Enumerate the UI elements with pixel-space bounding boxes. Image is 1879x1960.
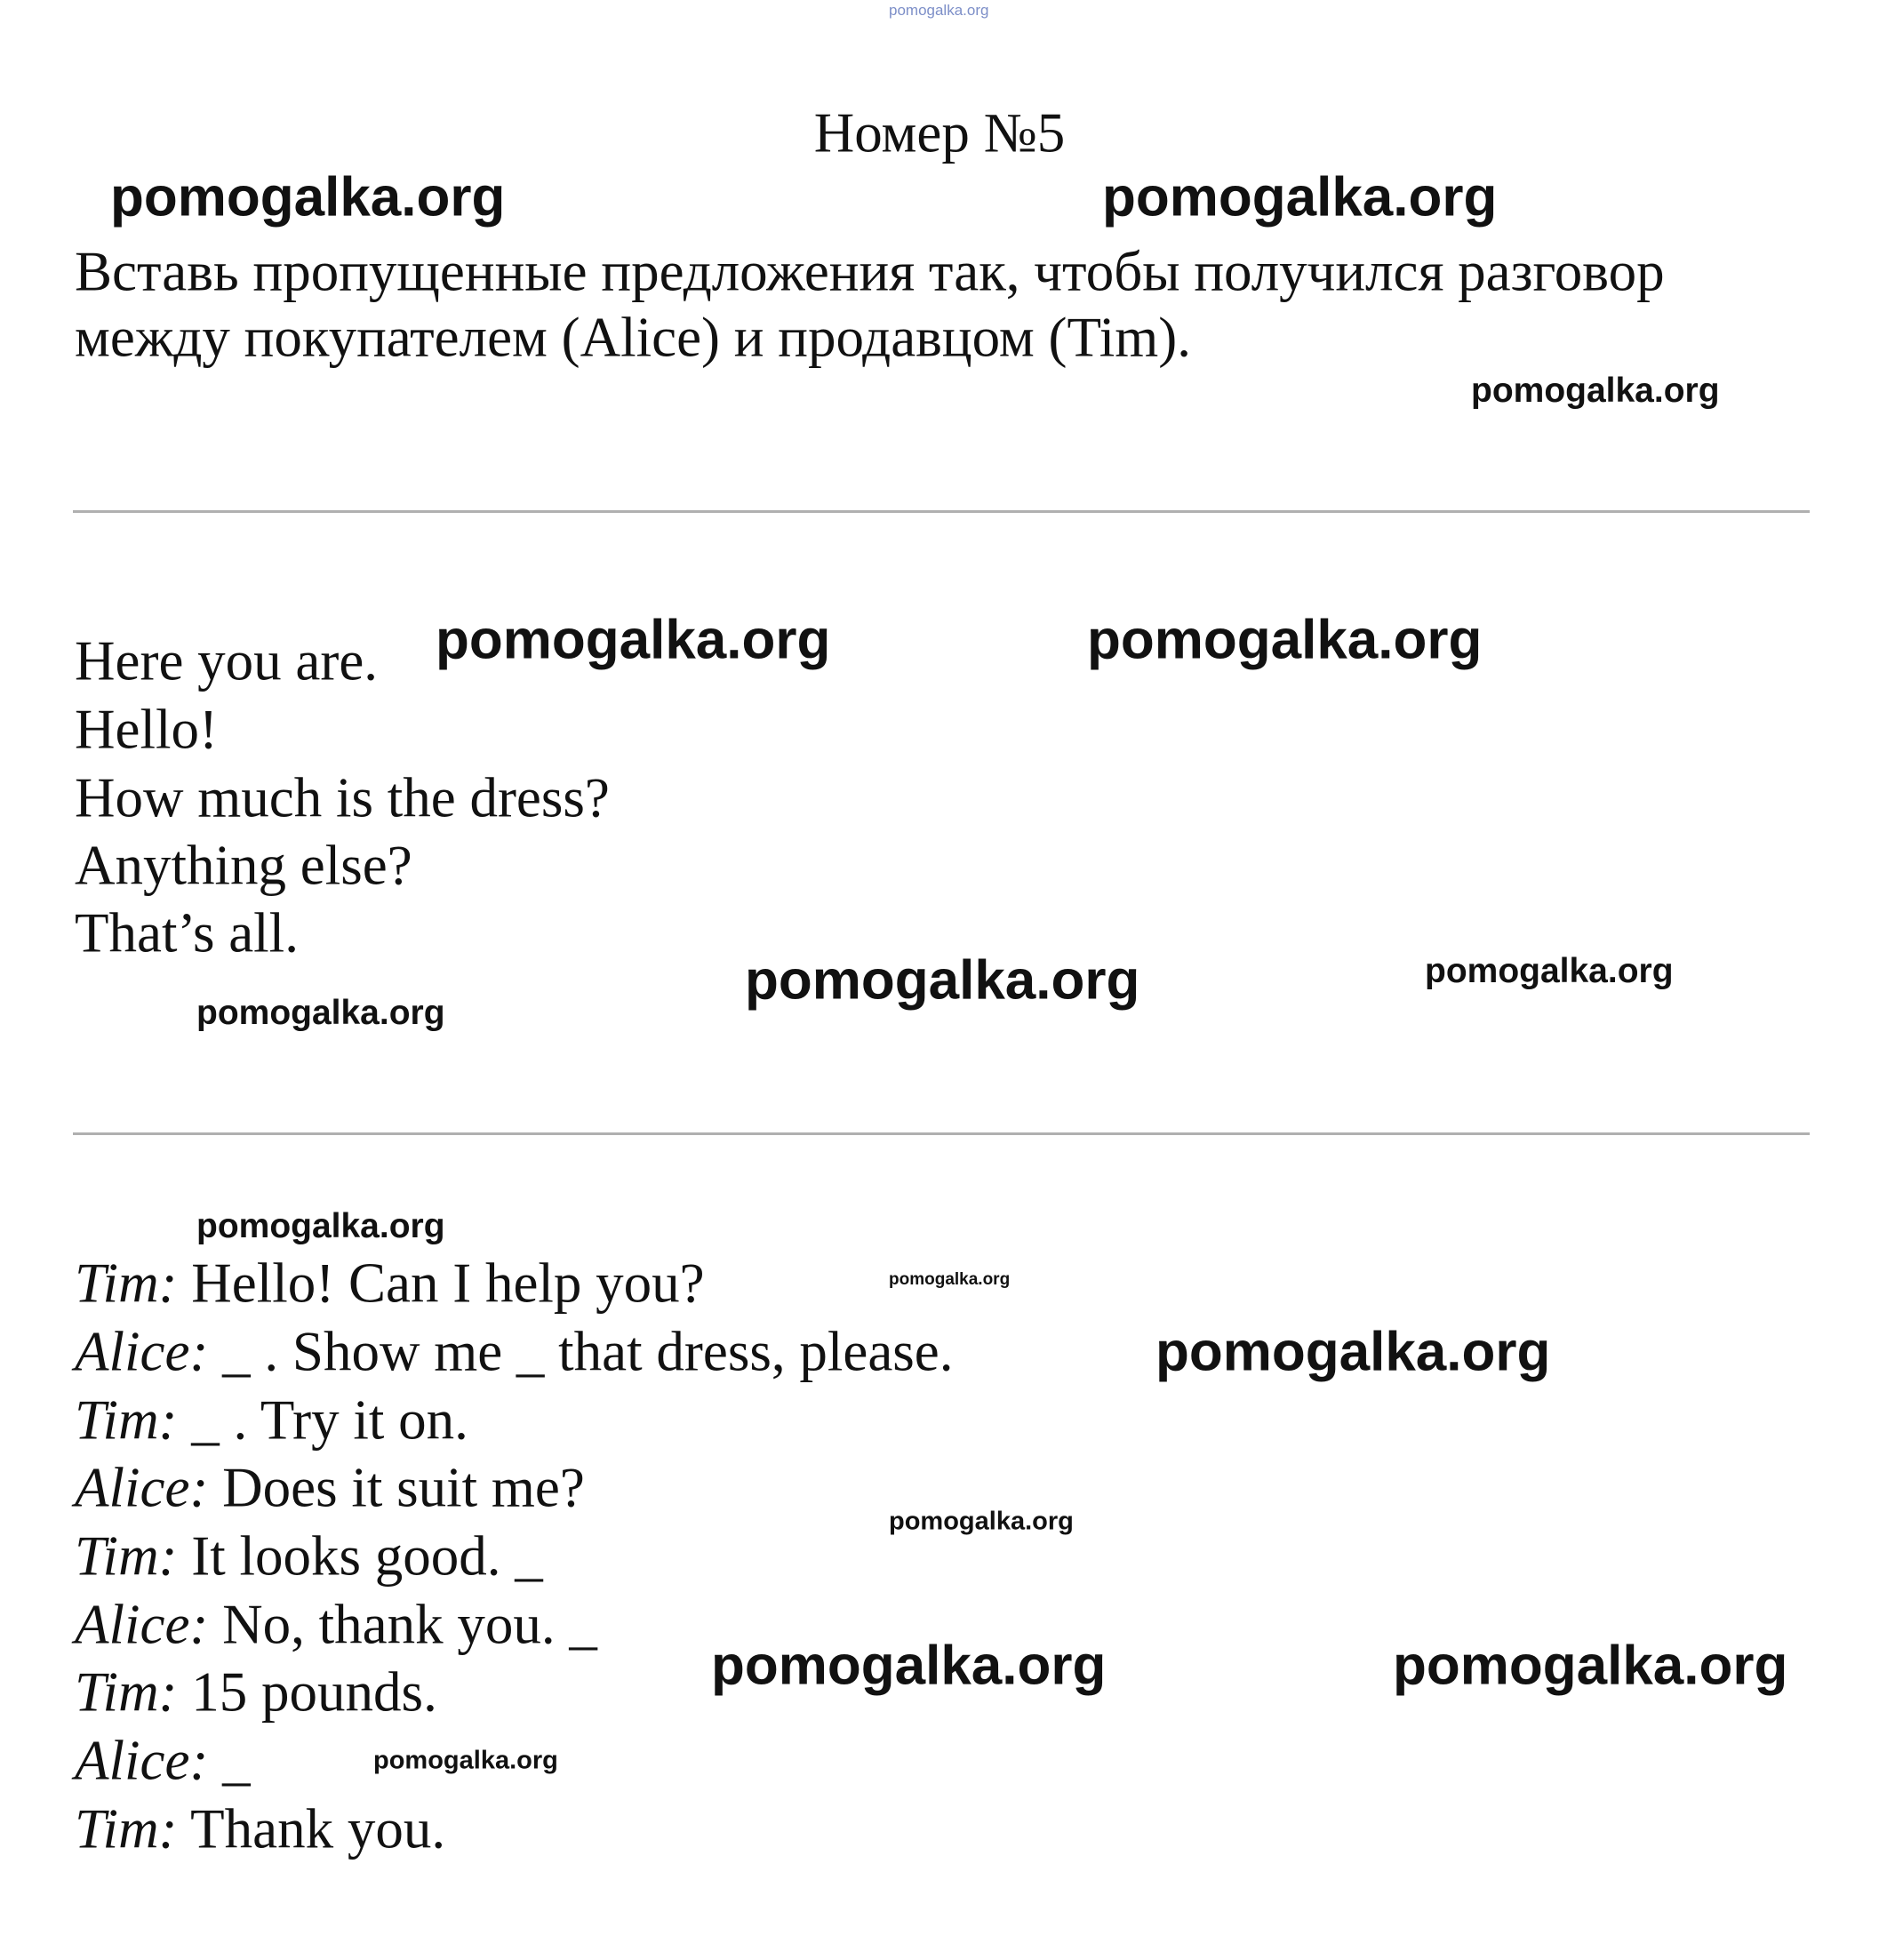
speaker: Tim: [75, 1797, 178, 1860]
line-text: No, thank you. _ [208, 1593, 597, 1656]
speaker: Alice: [75, 1593, 209, 1656]
dialogue-line [75, 1593, 597, 1658]
watermark: pomogalka.org [436, 609, 831, 671]
dialogue-line [75, 1320, 954, 1385]
speaker: Tim: [75, 1524, 178, 1588]
speaker: Tim: [75, 1388, 178, 1452]
speaker: Tim: [75, 1252, 178, 1315]
watermark: pomogalka.org [1393, 1635, 1788, 1697]
phrase-item: That’s all. [75, 901, 299, 964]
line-text: _ . Show me _ that dress, please. [208, 1320, 954, 1383]
phrase-item: Anything else? [75, 834, 412, 897]
line-text: Hello! Can I help you? [177, 1252, 705, 1315]
line-text: Thank you. [177, 1797, 446, 1860]
watermark: pomogalka.org [889, 1507, 1074, 1536]
watermark: pomogalka.org [373, 1746, 558, 1775]
watermark: pomogalka.org [1155, 1321, 1551, 1383]
dialogue-line [75, 1660, 437, 1725]
speaker: Alice: [75, 1729, 209, 1792]
watermark: pomogalka.org [1102, 166, 1498, 228]
speaker: Tim: [75, 1660, 178, 1724]
page-title: Номер №5 [813, 101, 1066, 164]
watermark: pomogalka.org [196, 1207, 445, 1245]
phrase-item: How much is the dress? [75, 766, 610, 829]
line-text: Does it suit me? [208, 1456, 585, 1519]
divider [73, 510, 1810, 513]
line-text: 15 pounds. [177, 1660, 437, 1724]
watermark: pomogalka.org [889, 1270, 1011, 1289]
instruction-line: между покупателем (Alice) и продавцом (Tim). [75, 306, 1192, 369]
dialogue-line [75, 1729, 251, 1794]
watermark: pomogalka.org [1471, 372, 1720, 410]
watermark: pomogalka.org [1425, 952, 1674, 990]
watermark: pomogalka.org [110, 166, 506, 228]
speaker: Alice: [75, 1456, 209, 1519]
phrase-item: Here you are. [75, 629, 379, 692]
dialogue-line [75, 1388, 468, 1453]
watermark: pomogalka.org [745, 949, 1140, 1012]
watermark: pomogalka.org [889, 2, 989, 19]
dialogue-line [75, 1797, 445, 1862]
watermark: pomogalka.org [1087, 609, 1483, 671]
line-text: _ . Try it on. [177, 1388, 468, 1452]
line-text: It looks good. _ [177, 1524, 543, 1588]
dialogue-line [75, 1456, 585, 1521]
watermark: pomogalka.org [711, 1635, 1107, 1697]
watermark: pomogalka.org [196, 994, 445, 1032]
instruction-line: Вставь пропущенные предложения так, чтобы получился разговор [75, 240, 1665, 303]
phrase-item: Hello! [75, 698, 218, 761]
dialogue-line [75, 1252, 705, 1316]
speaker: Alice: [75, 1320, 209, 1383]
divider [73, 1132, 1810, 1135]
dialogue-line [75, 1524, 543, 1589]
line-text: _ [208, 1729, 251, 1792]
